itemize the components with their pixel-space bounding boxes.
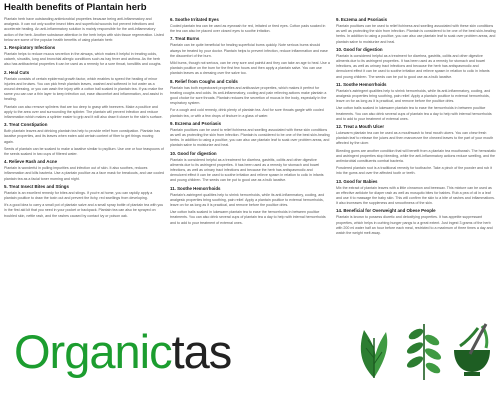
section-paragraph: Plantain is known to possess diuretic and detoxifying properties. It has appetite suppressant properties, which helps in curbing hunger pangs to a great extent. Just ingest 3 grams of the herb with 200 ml water half an hour before each meal, restricted to a maximum of three times a day and watch the weight melt away. (336, 215, 493, 236)
column-1 (4, 17, 164, 221)
section-paragraph: Plantain's astringent qualities help to shrink hemorrhoids, while its anti-inflammatory, cooling, and analgesic properties bring soothing, pain relief. Apply a plantain poultice to external hemorrhoids, leave on for as long as it is practical, and remove before the poultice dries. (336, 88, 491, 104)
section-paragraph: Cooled plantain tea can be used as eyewash for red, irritated or tired eyes. Cotton pads soaked in the tea can also be placed over closed eyes to soothe irritation. (170, 24, 326, 34)
section-paragraph: Both plantain leaves and drinking plantain tea help to provide relief from constipation. Plantain has laxative properties, and its leaves when eaten add certain content of fiber to get things moving again. (4, 129, 161, 144)
section-paragraph: Use cotton balls soaked in lukewarm plantain tea to ease the hemorrhoids in between poultice treatments. You can also drink several cups of plantain tea a day to help with internal hemorrhoids and to add to your treatment of external ones. (170, 210, 326, 225)
section-10-good-for-digestion (170, 151, 330, 184)
section-paragraph: Powdered plantain root is a traditional remedy for toothache. Take a pinch of the powder and rub it into the gums and over the affected tooth or teeth. (336, 166, 492, 176)
section-7-treat-burns (170, 36, 330, 76)
section-3-treat-constipation (4, 122, 164, 157)
section-heading: 14. Beneficial for Overweight and Obese People (336, 208, 436, 214)
section-paragraph: It's a good idea to carry a small pot of plantain salve and a small spray bottle of plantain tea with you in the first aid kit that you need in your pocket or backpack. Plantain tea can also be sprayed on troubled skin, nettle rash, and the rashes caused by contact ivy or poison oak. (4, 203, 164, 218)
section-paragraph: Mild burns, though not serious, can be very sore and painful and they can take an age to heal. Use a plantain poultice on the burn for the first few hours and then apply a plantain salve. You can use plantain leaves as a dressing over the salve too. (170, 61, 330, 76)
section-heading: 5. Treat Insect Bites and Stings (4, 183, 69, 189)
section-paragraph: Lukewarm plantain tea can be used as a mouthwash to heal mouth ulcers. You can chew fresh plantain leaf to release the juices and then manoeuvre the chewed leaves to the part of your mouth affected by the ulcer. (336, 131, 494, 146)
section-heading: 3. Treat Constipation (4, 122, 48, 128)
section-heading: 4. Relieve Rash and Acne (4, 159, 58, 165)
section-heading: 13. Good for Babies (336, 178, 378, 184)
section-paragraph: Plantain poultices can be used to relief itchiness and swelling associated with these skin conditions as well as protecting the skin from infection. Plantain is considered to be one of the best skin-healing herbs. In addition to using a poultice, you can also use plantain leaf to soak over problem areas, and plantain salve to moisturize and heal. (170, 127, 330, 148)
section-heading: 12. Treat a Mouth Ulcer (336, 124, 385, 130)
organictas-logo (14, 322, 231, 382)
section-13-good-for-babies (336, 179, 496, 207)
herb-leaf-icon (350, 318, 398, 382)
section-paragraph: Plantain can be quite beneficial for healing superficial burns quickly. Note serious burns should always be treated by your doctor. Plantain helps to prevent infection, reduce inflammation and ease the discomfort of the burn. (170, 43, 328, 58)
section-paragraph: Use cotton balls soaked in lukewarm plantain tea to ease the hemorrhoids in between poultice treatments. You can also drink several cups of plantain tea a day to help with internal hemorrhoids and to add to your treatment of external ones. (336, 106, 492, 121)
section-heading: 9. Eczema and Psoriasis (336, 17, 388, 22)
section-paragraph: Plantain herb have outstanding antimicrobial properties because being anti-inflammatory and analgesic. It can not only soothe insect bites and superficial wounds but prevent infections and accelerate healing. An anti-inflammatory solution is mainly responsible for the anti-inflammatory action of the herb. Another substance attention in the herb helps with skin tissue regeneration. Listed below are some of the popular health benefits of using plantain herb: (4, 17, 164, 42)
section-9-eczema-and-psoriasis (170, 121, 330, 149)
section-heading: 9. Eczema and Psoriasis (170, 120, 222, 126)
section-heading: 1. Respiratory Infections (4, 45, 56, 51)
section-heading: 6. Soothe Irritated Eyes (170, 17, 219, 22)
section-paragraph: Plantain is an excellent remedy for bites and stings. If you're at home, you can rapidly apply a plantain poultice to draw the toxin out and prevent the itchy, red swellings from developing. (4, 190, 153, 201)
section-4-relieve-rash-and-acne (4, 159, 164, 182)
section-2-heal-cuts (4, 70, 164, 121)
section-paragraph: Plantain is considered helpful as a treatment for diarrhea, gastritis, colitis and other digestive ailments due to its astringent properties. It has been used as a remedy for stomach and bowel infections, as well as urinary tract infections and because the herb has antispasmodic and demulcent effect it can be used to soothe irritation and relieve spasm in relation to colic in infants and young children. The seeds can be put to good use as a bulk laxative. (336, 53, 490, 79)
section-heading: 8. Relief from Coughs and Colds (170, 78, 238, 84)
section-paragraph: Mix the extract of plantain leaves with a little cinnamon and beeswax. This mixture can be used as an effective antidote for diaper rash as well as mosquito bites for babies. Rub a pea of oil in a leaf and use it to massage the baby skin. This will confirm the skin to a bite of rashes and inflammations. It also increases the suppleness and smoothness of the skin. (336, 185, 495, 206)
logo-text-tas: tas (171, 325, 232, 378)
section-heading: 11. Soothe Hemorrhoids (170, 185, 221, 191)
section-10-good-for-digestion (336, 47, 496, 80)
mortar-pestle-icon (448, 318, 496, 382)
section-paragraph: Plantain is considered helpful as a treatment for diarrhea, gastritis, colitis and other digestive ailments due to its astringent properties. It has been used as a remedy for stomach and bowel infections, as well as urinary tract infections and because the herb has antispasmodic and demulcent effect it can be used to soothe irritation and relieve spasm in relation to colic in infants and young children. The seeds can be put to good use as a bulk laxative. (170, 157, 324, 183)
section-paragraph: Plantain poultices can be used to relief itchiness and swelling associated with these skin conditions as well as protecting the skin from infection. Plantain is considered to be one of the best skin-healing herbs. In addition to using a poultice, you can also use plantain leaf to soak over problem areas, and plantain salve to moisturize and heal. (336, 24, 496, 44)
section-paragraph: Plantain helps to reduce mucus secretion in the airways, which makes it helpful in treating colds, catarrh, sinusitis, lung and bronchial allergic conditions such as hay fever and asthma. As the herb also has antibacterial properties it can be used as a remedy for a sore throat, tonsillitis and coughs. (4, 52, 162, 67)
section-12-treat-a-mouth-ulcer (336, 124, 496, 177)
section-intro (4, 17, 164, 43)
section-paragraph: For a cough and cold remedy, drink plenty of plantain tea. And for sore throats gargle with cooled plantain tea, or with a few drops of tincture in a glass of water. (170, 108, 324, 118)
section-6-soothe-irritated-eyes (170, 17, 330, 34)
section-8-relief-from-coughs-and-colds (170, 79, 330, 119)
column-3 (336, 17, 496, 238)
section-9-eczema-and-psoriasis (336, 17, 496, 45)
section-paragraph: Plantain consists of certain epidermal growth factor, which enables to speed the healing of minor injuries and bruises. You can pick fresh plantain leaves, washed and softened in hot water as a wound dressing, or you can wash the injury with a cotton ball soaked in plantain tea. If you make the same you can use a thin layer to keep infection out, ease discomfort and inflammation, and assist in healing. (4, 76, 164, 102)
section-14-beneficial-for-overweight-and-obese-people (336, 208, 496, 236)
section-paragraph: Plantain's astringent qualities help to shrink hemorrhoids, while its anti-inflammatory, cooling, and analgesic properties bring soothing, pain relief. Apply a plantain poultice to external hemorrhoids, leave on for as long as it is practical, and remove before the poultice dries. (170, 192, 325, 208)
section-paragraph: Seeds of plantain can be soaked to make a laxative similar to psyllium. Use one or four teaspoons of the seeds soaked in two cups of filtered water. (4, 146, 164, 157)
section-heading: 11. Soothe Hemorrhoids (336, 81, 387, 87)
section-heading: 2. Heal Cuts (4, 69, 30, 75)
herb-sprig-icon (400, 318, 448, 382)
section-11-soothe-hemorrhoids (170, 186, 330, 226)
logo-text-organic: Organic (14, 325, 172, 378)
section-paragraph: Bleeding gums are another condition that will benefit from a plantain tea mouthwash. The hemostatic and astringent properties stop bleeding, while the anti-inflammatory actions reduce swelling, and the antimicrobial constituents combat bacteria. (336, 148, 496, 164)
section-heading: 10. Good for digestion (336, 46, 383, 52)
section-paragraph: Plantain is wonderful in pulling impurities and infection out of skin. It also soothes, reduces inflammation and kills bacteria. Use a plantain poultice as a face mask for breakouts, and use cooled plantain tea as a facial toner morning and night. (4, 166, 165, 181)
section-5-treat-insect-bites-and-stings (4, 184, 164, 219)
section-11-soothe-hemorrhoids (336, 82, 496, 122)
article-title: Health benefits of Plantain herb (4, 2, 147, 13)
section-heading: 10. Good for digestion (170, 150, 217, 156)
section-1-respiratory-infections (4, 45, 164, 68)
section-paragraph: Plantain has both expectorant properties and antitussive properties, which makes it perfect for treating coughs and colds. Its anti-inflammatory, cooling and pain relieving actions make plantain a good choice for sore throats. Plantain reduces the secretion of mucus in the body, especially in the respiratory system. (170, 85, 327, 106)
column-2 (170, 17, 330, 228)
section-paragraph: Plantain can also remove splinters that are too deep to grasp with tweezers. Make a poultice and apply to the area over and surrounding the splinter. The plantain will prevent infection and reduce inflammation which makes a splinter easier to grip and it will also draw it closer to the skin's surface. (4, 104, 163, 120)
section-heading: 7. Treat Burns (170, 36, 200, 42)
